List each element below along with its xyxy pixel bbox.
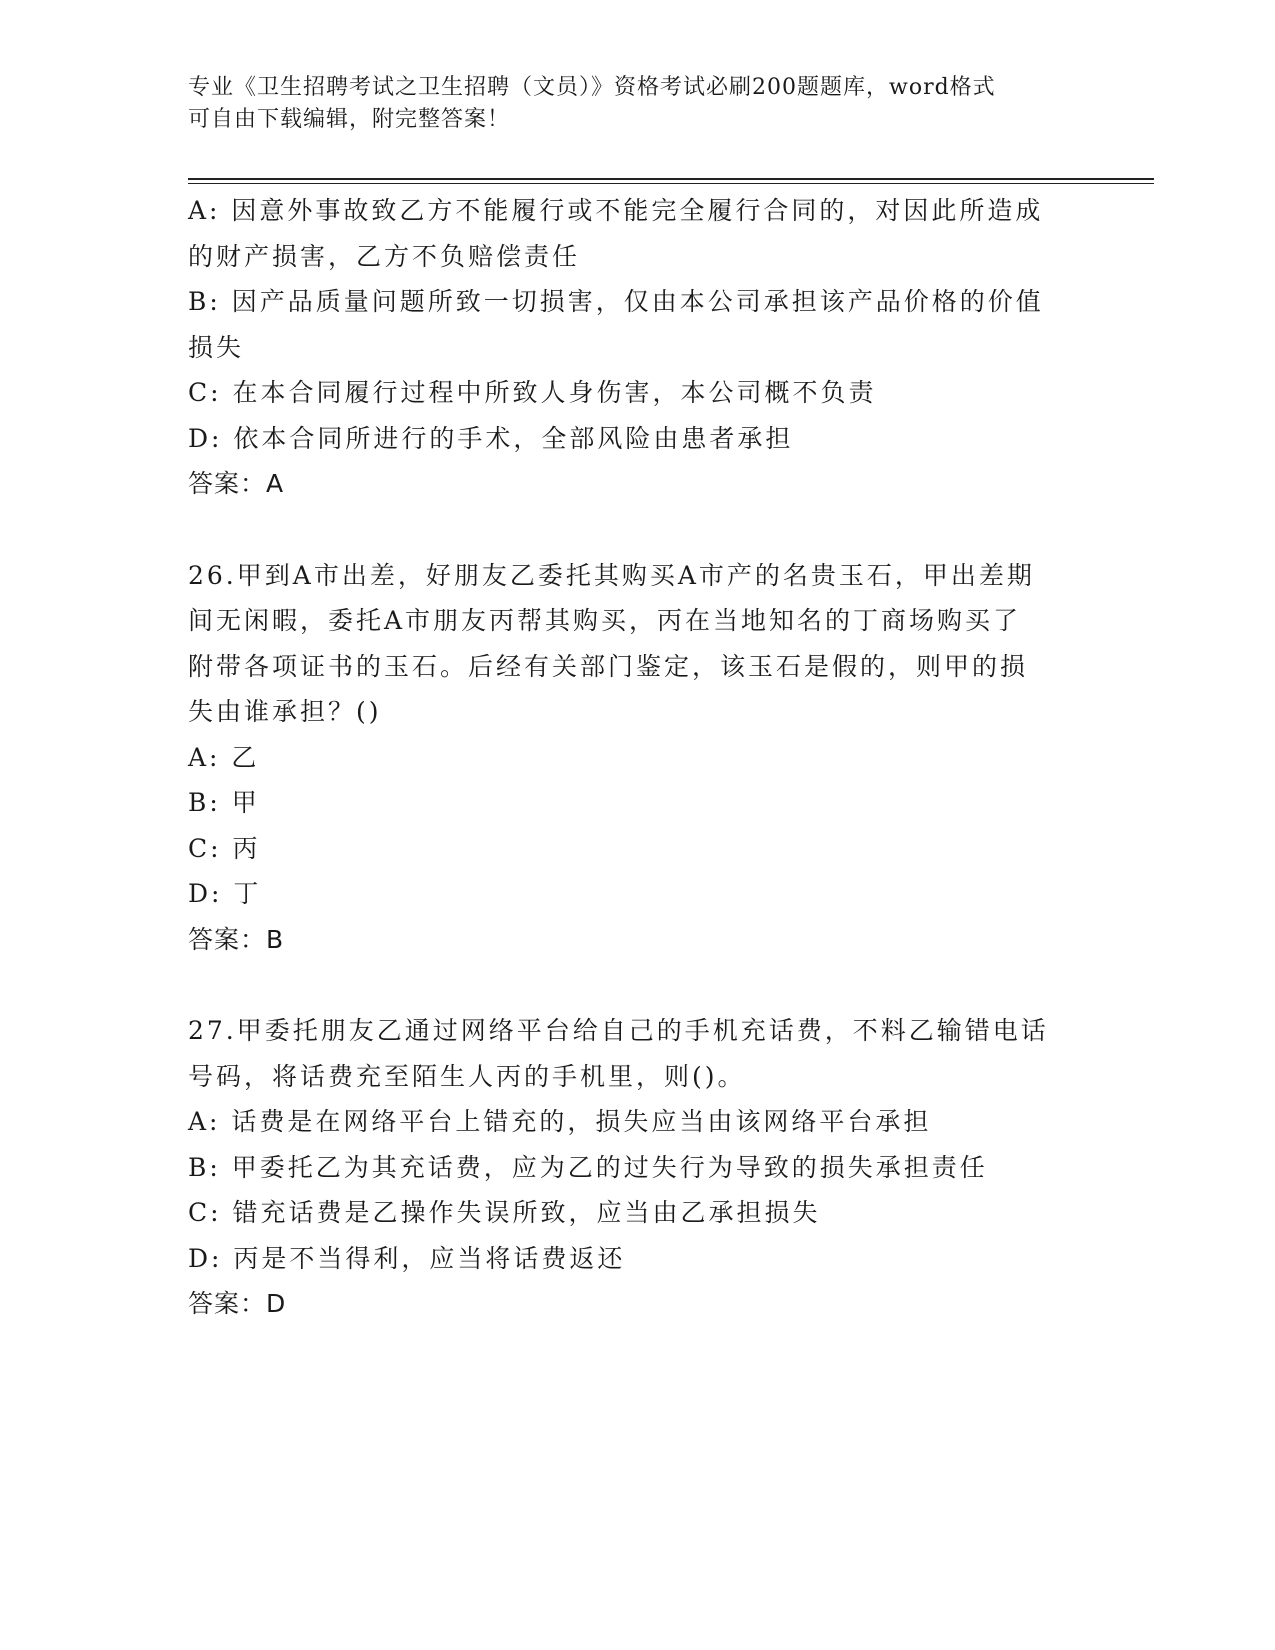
q25-option-d: D: 依本合同所进行的手术，全部风险由患者承担 xyxy=(188,423,794,453)
q25-answer: 答案：A xyxy=(188,469,285,498)
q27-option-b: B: 甲委托乙为其充话费，应为乙的过失行为导致的损失承担责任 xyxy=(188,1152,988,1182)
q27-option-a: A: 话费是在网络平台上错充的，损失应当由该网络平台承担 xyxy=(188,1107,932,1136)
q26-stem-line-1: 26.甲到A市出差，好朋友乙委托其购买A市产的名贵玉石，甲出差期 xyxy=(188,560,1035,590)
q25-option-c: C: 在本合同履行过程中所致人身伤害，本公司概不负责 xyxy=(188,378,877,407)
question-25 xyxy=(188,188,1088,507)
q26-answer: 答案：B xyxy=(188,924,285,954)
question-26 xyxy=(188,553,1088,963)
q26-option-d: D: 丁 xyxy=(188,879,262,908)
q25-option-a-line-2: 的财产损害，乙方不负赔偿责任 xyxy=(188,241,581,271)
q25-option-a-line-1: A: 因意外事故致乙方不能履行或不能完全履行合同的，对因此所造成 xyxy=(188,196,1044,225)
q26-option-b: B: 甲 xyxy=(188,788,260,817)
q26-option-c: C: 丙 xyxy=(188,833,261,863)
q26-stem-line-3: 附带各项证书的玉石。后经有关部门鉴定，该玉石是假的，则甲的损 xyxy=(188,651,1029,681)
q25-option-b-line-2: 损失 xyxy=(188,332,245,362)
q27-answer: 答案：D xyxy=(188,1289,287,1318)
q27-option-d: D: 丙是不当得利，应当将话费返还 xyxy=(188,1243,626,1273)
q25-option-b-line-1: B: 因产品质量问题所致一切损害，仅由本公司承担该产品价格的价值 xyxy=(188,287,1044,316)
spacer xyxy=(188,507,1088,553)
document-header xyxy=(188,72,1068,136)
document-body xyxy=(188,188,1088,1327)
q26-stem-line-2: 间无闲暇，委托A市朋友丙帮其购买，丙在当地知名的丁商场购买了 xyxy=(188,606,1022,635)
q26-stem-line-4: 失由谁承担？() xyxy=(188,697,382,726)
header-divider-thin xyxy=(188,183,1154,184)
q27-option-c: C: 错充话费是乙操作失误所致，应当由乙承担损失 xyxy=(188,1198,821,1227)
header-line-1: 专业《卫生招聘考试之卫生招聘（文员）》资格考试必刷200题题库，word格式 xyxy=(188,75,996,100)
q26-option-a: A: 乙 xyxy=(188,742,260,772)
q27-stem-line-1: 27.甲委托朋友乙通过网络平台给自己的手机充话费，不料乙输错电话 xyxy=(188,1016,1049,1045)
spacer xyxy=(188,962,1088,1008)
q27-stem-line-2: 号码，将话费充至陌生人丙的手机里，则()。 xyxy=(188,1061,746,1091)
question-27 xyxy=(188,1008,1088,1327)
header-divider-thick xyxy=(188,178,1154,180)
header-line-2: 可自由下载编辑，附完整答案！ xyxy=(188,107,511,132)
